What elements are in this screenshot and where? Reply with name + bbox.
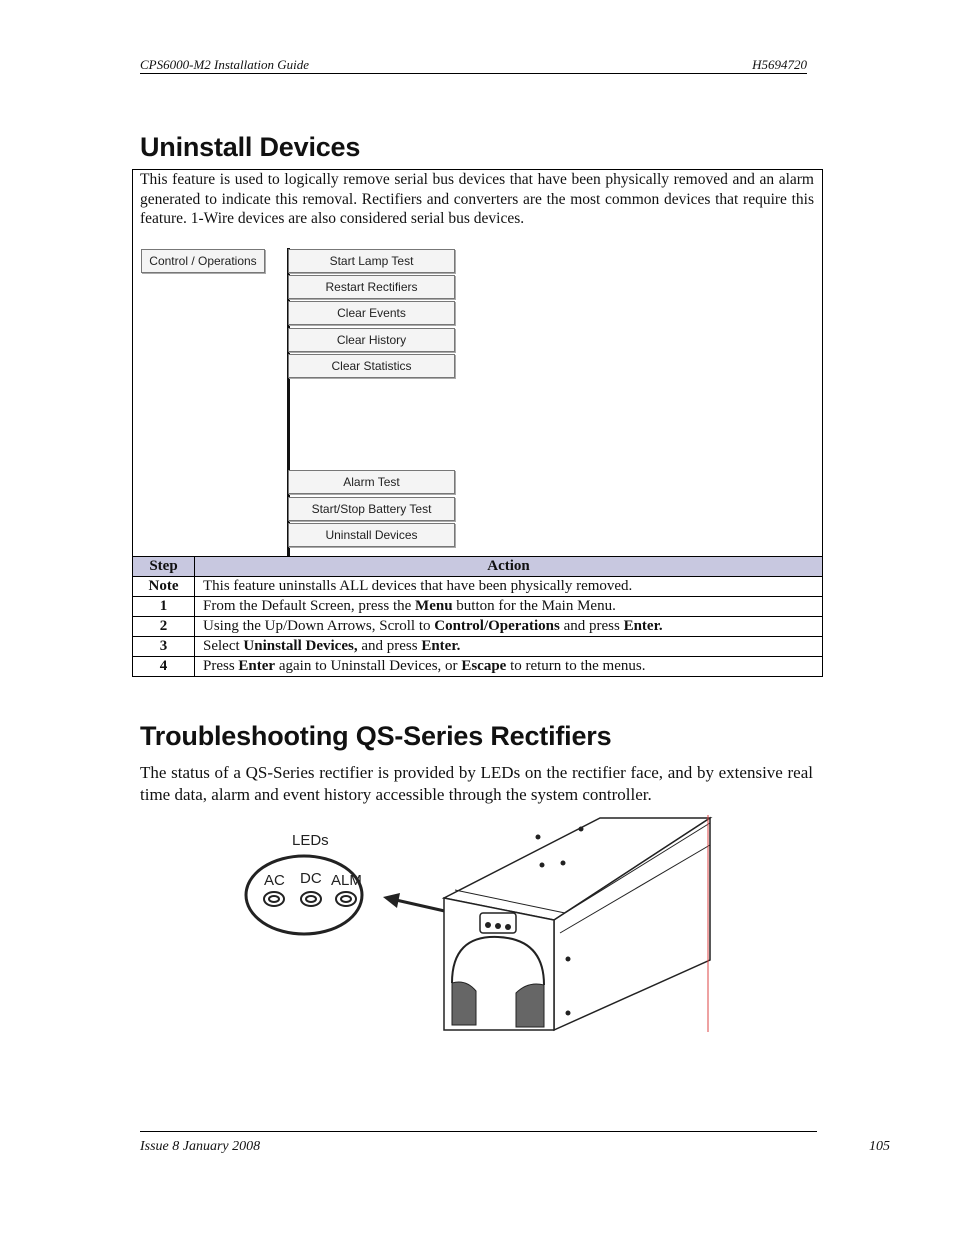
column-header-action: Action	[195, 557, 823, 577]
step-cell: 3	[133, 637, 195, 657]
callout-arrowhead	[383, 893, 400, 908]
table-row	[133, 597, 823, 617]
action-cell	[195, 637, 823, 657]
action-text: Select	[203, 638, 244, 654]
table-row	[133, 617, 823, 637]
front-grille-right	[516, 984, 544, 1027]
page-header	[140, 57, 807, 74]
led-dc-icon	[301, 892, 321, 906]
action-bold-text: Control/Operations	[434, 618, 560, 634]
menu-item-clear-statistics: Clear Statistics	[288, 354, 455, 378]
action-cell	[195, 597, 823, 617]
column-header-step: Step	[133, 557, 195, 577]
table-row	[133, 637, 823, 657]
footer-issue: Issue 8 January 2008	[140, 1139, 261, 1154]
action-text: and press	[559, 618, 624, 634]
menu-item-start-stop-battery-test: Start/Stop Battery Test	[288, 497, 455, 521]
leds-callout-title: LEDs	[292, 832, 329, 849]
section-title-uninstall: Uninstall Devices	[140, 132, 361, 162]
menu-item-alarm-test: Alarm Test	[288, 470, 455, 494]
intro-paragraph: This feature is used to logically remove serial bus devices that have been physically removed and an alarm generated to indicate this removal. Rectifiers and converters are the most common devices that require this feature. 1-Wire devices are also considered serial bus devices.	[140, 171, 814, 227]
action-text: button for the Main Menu.	[452, 598, 616, 614]
action-bold-text: Enter	[238, 658, 276, 674]
steps-table	[132, 556, 823, 677]
step-cell: Note	[133, 577, 195, 597]
action-text: Using the Up/Down Arrows, Scroll to	[203, 618, 435, 634]
action-cell	[195, 657, 823, 677]
header-doc-number: H5694720	[752, 57, 807, 72]
menu-item-clear-events: Clear Events	[288, 301, 455, 325]
action-cell	[195, 617, 823, 637]
led-ac-icon	[264, 892, 284, 906]
step-cell: 4	[133, 657, 195, 677]
action-bold-text: Escape	[461, 658, 507, 674]
action-text: again to Uninstall Devices, or	[275, 658, 462, 674]
action-text: to return to the menus.	[506, 658, 646, 674]
led-alm-icon	[336, 892, 356, 906]
table-row	[133, 577, 823, 597]
step-cell: 2	[133, 617, 195, 637]
action-bold-text: Uninstall Devices,	[243, 638, 358, 654]
action-text: This feature uninstalls ALL devices that have been physically removed.	[203, 578, 633, 594]
front-grille-left	[452, 982, 476, 1025]
menu-item-restart-rectifiers: Restart Rectifiers	[288, 275, 455, 299]
action-text: and press	[357, 638, 422, 654]
menu-item-uninstall-devices: Uninstall Devices	[288, 523, 455, 547]
header-doc-title: CPS6000-M2 Installation Guide	[140, 57, 309, 72]
footer-page-number: 105	[869, 1139, 890, 1154]
action-bold-text: Enter.	[421, 638, 461, 654]
action-text: From the Default Screen, press the	[203, 598, 416, 614]
action-text: Press	[203, 658, 239, 674]
uninstall-figure-frame	[132, 169, 823, 557]
rectifier-figure	[240, 815, 720, 1040]
action-cell	[195, 577, 823, 597]
step-cell: 1	[133, 597, 195, 617]
table-row	[133, 657, 823, 677]
table-header-row	[133, 557, 823, 577]
menu-item-clear-history: Clear History	[288, 328, 455, 352]
led-label-ac: AC	[264, 872, 285, 889]
led-label-dc: DC	[300, 870, 322, 887]
led-label-alm: ALM	[331, 872, 362, 889]
troubleshooting-paragraph: The status of a QS-Series rectifier is provided by LEDs on the rectifier face, and by extensive real time data, alarm and event history accessible through the system controller.	[140, 763, 813, 804]
section-title-troubleshooting: Troubleshooting QS-Series Rectifiers	[140, 721, 612, 751]
menu-item-start-lamp-test: Start Lamp Test	[288, 249, 455, 273]
action-bold-text: Enter.	[623, 618, 663, 634]
footer-rule	[140, 1131, 817, 1132]
menu-root-control-operations: Control / Operations	[141, 249, 265, 273]
action-bold-text: Menu	[415, 598, 453, 614]
